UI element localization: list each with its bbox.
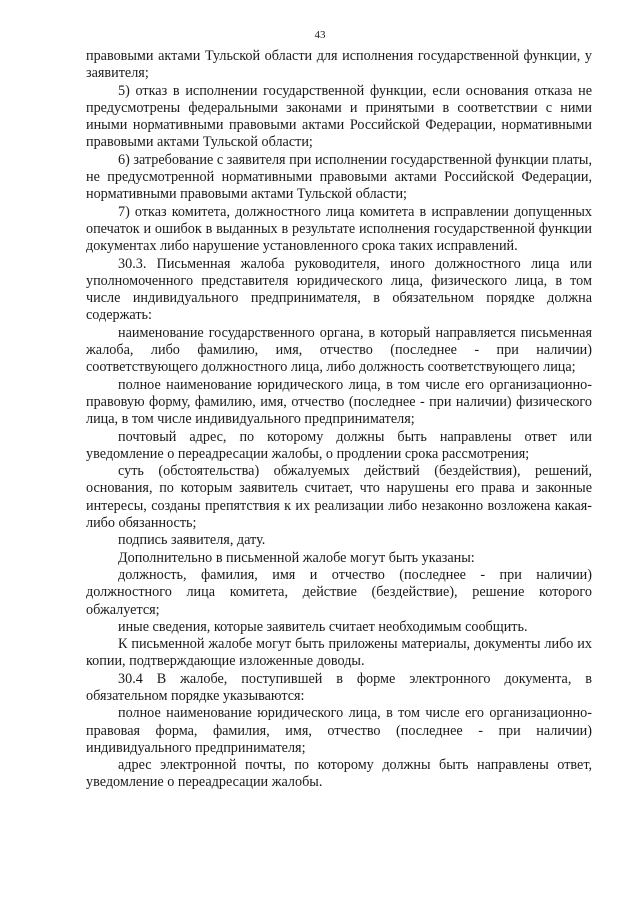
paragraph-additional-other: иные сведения, которые заявитель считает необходимым сообщить. bbox=[118, 618, 528, 635]
document-body bbox=[86, 48, 592, 792]
paragraph-electronic-legal-entity: полное наименование юридического лица, в том числе его организационно-правовая форма, фамилия, имя, отчество (последнее - при наличии) индивидуального предпринимателя; bbox=[86, 705, 592, 756]
paragraph-section-30-3: 30.3. Письменная жалоба руководителя, иного должностного лица или уполномоченного представителя юридического лица, физического лица, в том числе индивидуального предпринимателя, в обязательном порядке должна содержать: bbox=[86, 255, 592, 324]
paragraph-requirement-postal-address: почтовый адрес, по которому должны быть направлены ответ или уведомление о переадресации жалобы, о продлении срока рассмотрения; bbox=[86, 428, 592, 462]
paragraph-item-6: 6) затребование с заявителя при исполнении государственной функции платы, не предусмотренной нормативными правовыми актами Российской Федерации, нормативными правовыми актами Тульской области; bbox=[86, 151, 592, 203]
paragraph-requirement-legal-entity: полное наименование юридического лица, в том числе его организационно-правовую форму, фамилию, имя, отчество (последнее - при наличии) физического лица, в том числе индивидуального предпринимателя; bbox=[86, 376, 592, 428]
paragraph-additional-intro: Дополнительно в письменной жалобе могут быть указаны: bbox=[118, 549, 475, 566]
paragraph-item-5: 5) отказ в исполнении государственной функции, если основания отказа не предусмотрены федеральными законами и принятыми в соответствии с ними иными нормативными правовыми актами Российской Федерации, нормативными правовыми актами Тульской области; bbox=[86, 82, 592, 151]
paragraph-item-7: 7) отказ комитета, должностного лица комитета в исправлении допущенных опечаток и ошибок в выданных в результате исполнения государственной функции документах либо нарушение установленного срока таких исправлений. bbox=[86, 203, 592, 255]
paragraph-additional-official: должность, фамилия, имя и отчество (последнее - при наличии) должностного лица комитета, действие (бездействие), решение которого обжалуется; bbox=[86, 566, 592, 618]
page-number: 43 bbox=[314, 29, 326, 41]
paragraph-section-30-4: 30.4 В жалобе, поступившей в форме электронного документа, в обязательном порядке указываются: bbox=[86, 670, 592, 704]
paragraph-attachments: К письменной жалобе могут быть приложены материалы, документы либо их копии, подтверждающие изложенные доводы. bbox=[86, 636, 592, 670]
paragraph-requirement-essence: суть (обстоятельства) обжалуемых действий (бездействия), решений, основания, по которым заявитель считает, что нарушены его права и законные интересы, созданы препятствия к их реализации либо незаконно возложена какая-либо обязанность; bbox=[86, 463, 592, 532]
paragraph-requirement-signature: подпись заявителя, дату. bbox=[118, 532, 266, 549]
paragraph-continuation: правовыми актами Тульской области для исполнения государственной функции, у заявителя; bbox=[86, 48, 592, 82]
paragraph-electronic-email: адрес электронной почты, по которому должны быть направлены ответ, уведомление о переадресации жалобы. bbox=[86, 757, 592, 791]
paragraph-requirement-body-name: наименование государственного органа, в который направляется письменная жалоба, либо фамилию, имя, отчество (последнее - при наличии) соответствующего должностного лица, либо должность соответствующего лица; bbox=[86, 324, 592, 376]
